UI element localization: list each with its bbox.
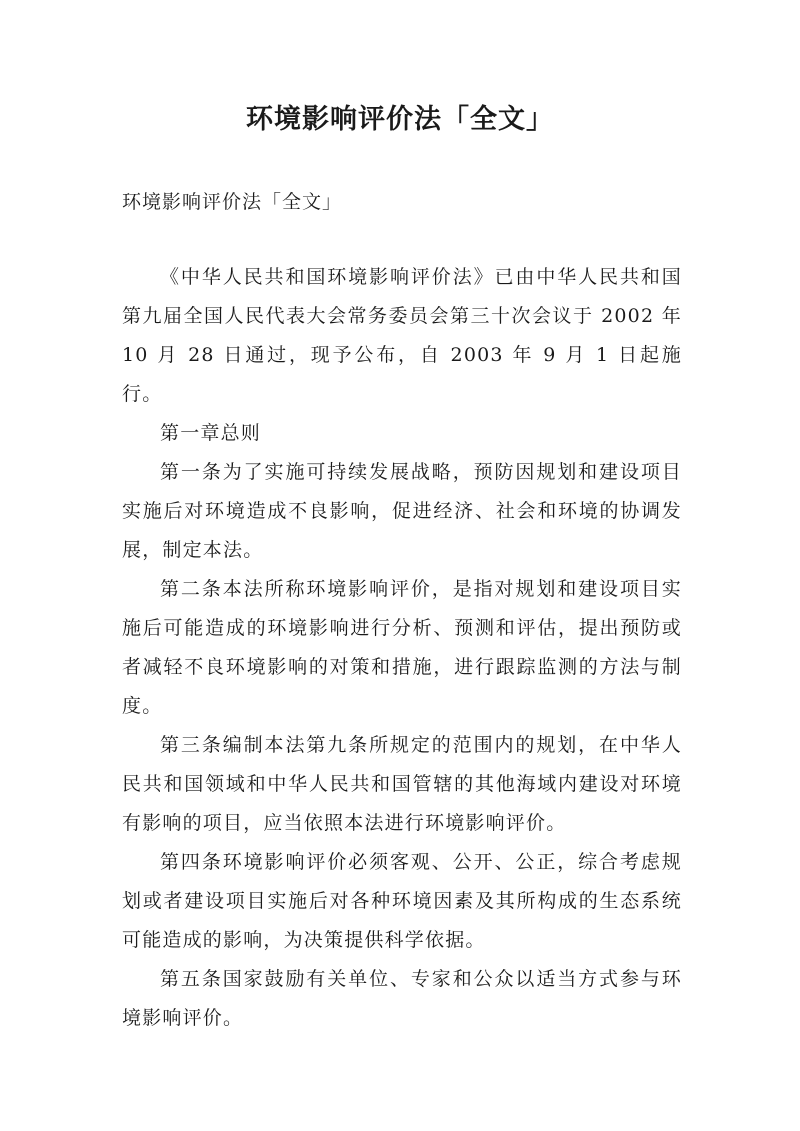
article-5: 第五条国家鼓励有关单位、专家和公众以适当方式参与环境影响评价。 — [122, 968, 682, 1029]
article-2: 第二条本法所称环境影响评价，是指对规划和建设项目实施后可能造成的环境影响进行分析、预测和评估，提出预防或者减轻不良环境影响的对策和措施，进行跟踪监测的方法与制度。 — [122, 578, 682, 717]
document-title: 环境影响评价法「全文」 — [246, 104, 554, 135]
article-3: 第三条编制本法第九条所规定的范围内的规划，在中华人民共和国领域和中华人民共和国管辖的其他海域内建设对环境有影响的项目，应当依照本法进行环境影响评价。 — [122, 734, 682, 834]
document-subtitle: 环境影响评价法「全文」 — [122, 191, 343, 213]
chapter-heading: 第一章总则 — [160, 422, 262, 444]
article-1: 第一条为了实施可持续发展战略，预防因规划和建设项目实施后对环境造成不良影响，促进经济、社会和环境的协调发展，制定本法。 — [122, 461, 682, 561]
article-4: 第四条环境影响评价必须客观、公开、公正，综合考虑规划或者建设项目实施后对各种环境因素及其所构成的生态系统可能造成的影响，为决策提供科学依据。 — [122, 851, 682, 951]
document-body — [122, 258, 682, 1038]
paragraph-preamble: 《中华人民共和国环境影响评价法》已由中华人民共和国第九届全国人民代表大会常务委员会第三十次会议于 2002 年 10 月 28 日通过，现予公布，自 2003 年 9 月 1 日起施行。 — [122, 266, 682, 405]
